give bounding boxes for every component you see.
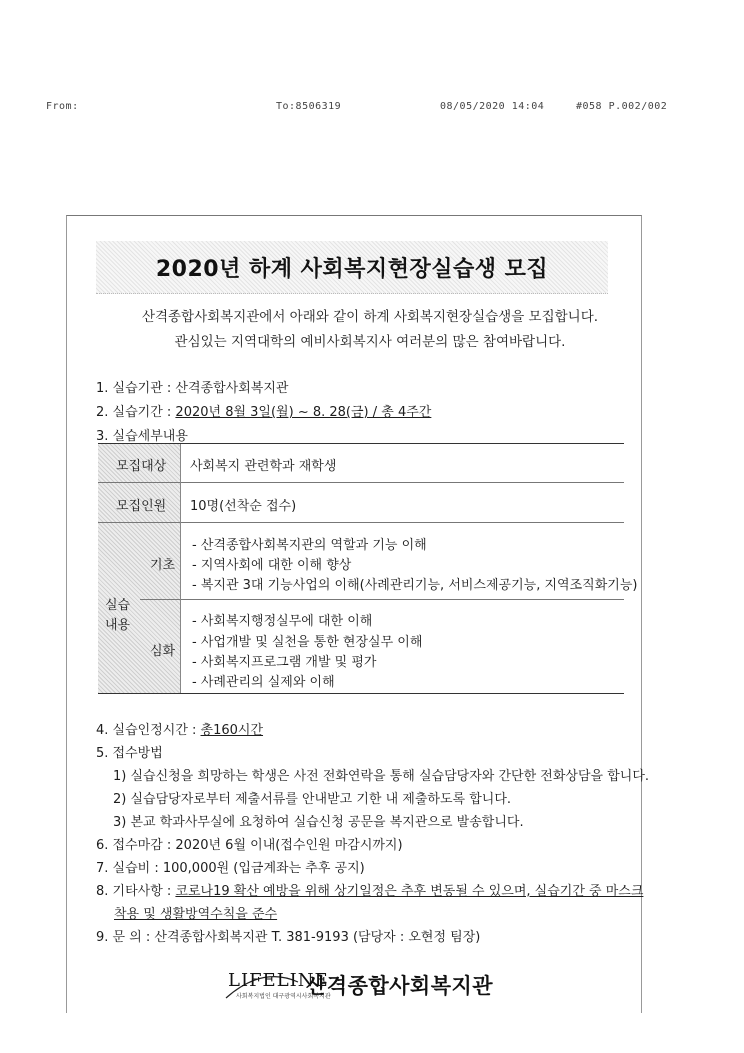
- fax-page: #058 P.002/002: [576, 101, 668, 112]
- advanced-label: 심화: [150, 644, 176, 659]
- advanced-item-3: - 사회복지프로그램 개발 및 평가: [192, 655, 377, 670]
- column-divider: [180, 444, 181, 693]
- page-title: 2020년 하계 사회복지현장실습생 모집: [155, 256, 549, 282]
- item-details: 3. 실습세부내용: [96, 429, 188, 444]
- advanced-item-2: - 사업개발 및 실천을 통한 현장실무 이해: [192, 635, 423, 650]
- item-hours-value: 총160시간: [200, 723, 264, 738]
- item-contact: 9. 문 의 : 산격종합사회복지관 T. 381-9193 (담당자 : 오현정 팀장): [96, 930, 481, 945]
- fax-header: [46, 101, 684, 115]
- intro-line-2: 관심있는 지역대학의 예비사회복지사 여러분의 많은 참여바랍니다.: [174, 334, 566, 350]
- title-band: [96, 241, 608, 294]
- item-period-value: 2020년 8월 3일(월) ~ 8. 28(금) / 총 4주간: [175, 405, 432, 420]
- item-method: 5. 접수방법: [96, 746, 163, 761]
- method-step-3: 3) 본교 학과사무실에 요청하여 실습신청 공문을 복지관으로 발송합니다.: [113, 815, 524, 830]
- item-period-label: 2. 실습기간 :: [96, 405, 176, 420]
- advanced-item-1: - 사회복지행정실무에 대한 이해: [192, 614, 373, 629]
- target-label: 모집대상: [116, 459, 167, 474]
- item-hours: [96, 719, 263, 738]
- item-notes-value-1: 코로나19 확산 예방을 위해 상기일정은 추후 변동될 수 있으며, 실습기간 중 마스크: [175, 884, 644, 899]
- item-notes-value-2: 착용 및 생활방역수칙을 준수: [114, 907, 278, 922]
- target-value: 사회복지 관련학과 재학생: [190, 459, 337, 474]
- logo-word: LIFELINE: [228, 970, 329, 991]
- advanced-item-4: - 사례관리의 실제와 이해: [192, 675, 335, 690]
- row-divider-2: [98, 522, 624, 523]
- basic-item-3: - 복지관 3대 기능사업의 이해(사례관리기능, 서비스제공기능, 지역조직화기능): [192, 578, 638, 593]
- fax-from: From:: [46, 101, 79, 112]
- item-hours-label: 4. 실습인정시간 :: [96, 723, 201, 738]
- item-fee: 7. 실습비 : 100,000원 (입금계좌는 추후 공지): [96, 861, 365, 876]
- item-institution-label: 1. 실습기관 :: [96, 381, 176, 396]
- row-divider-3: [140, 599, 624, 600]
- logo-tagline: 사회복지법인 대구광역시사회복지관: [236, 993, 331, 1000]
- count-value: 10명(선착순 접수): [190, 499, 297, 514]
- details-table: [98, 443, 638, 694]
- method-step-1: 1) 실습신청을 희망하는 학생은 사전 전화연락을 통해 실습담당자와 간단한 전화상담을 합니다.: [113, 769, 650, 784]
- basic-item-1: - 산격종합사회복지관의 역할과 기능 이해: [192, 538, 427, 553]
- item-deadline: 6. 접수마감 : 2020년 6월 이내(접수인원 마감시까지): [96, 838, 403, 853]
- item-period: [96, 401, 431, 420]
- org-name: 산격종합사회복지관: [306, 974, 494, 998]
- method-step-2: 2) 실습담당자로부터 제출서류를 안내받고 기한 내 제출하도록 합니다.: [113, 792, 512, 807]
- basic-item-2: - 지역사회에 대한 이해 향상: [192, 558, 352, 573]
- fax-datetime: 08/05/2020 14:04: [440, 101, 545, 112]
- count-label: 모집인원: [116, 499, 167, 514]
- content-label-1: 실습: [105, 598, 131, 613]
- item-institution: [96, 377, 288, 396]
- item-institution-value: 산격종합사회복지관: [175, 381, 289, 396]
- row-divider-1: [98, 482, 624, 483]
- basic-label: 기초: [150, 558, 176, 573]
- item-notes-label: 8. 기타사항 :: [96, 884, 176, 899]
- fax-to: To:8506319: [276, 101, 342, 112]
- footer-logo: [222, 970, 522, 1006]
- content-label-2: 내용: [105, 618, 131, 633]
- intro-line-1: 산격종합사회복지관에서 아래와 같이 하계 사회복지현장실습생을 모집합니다.: [141, 309, 599, 325]
- item-notes: [96, 880, 643, 899]
